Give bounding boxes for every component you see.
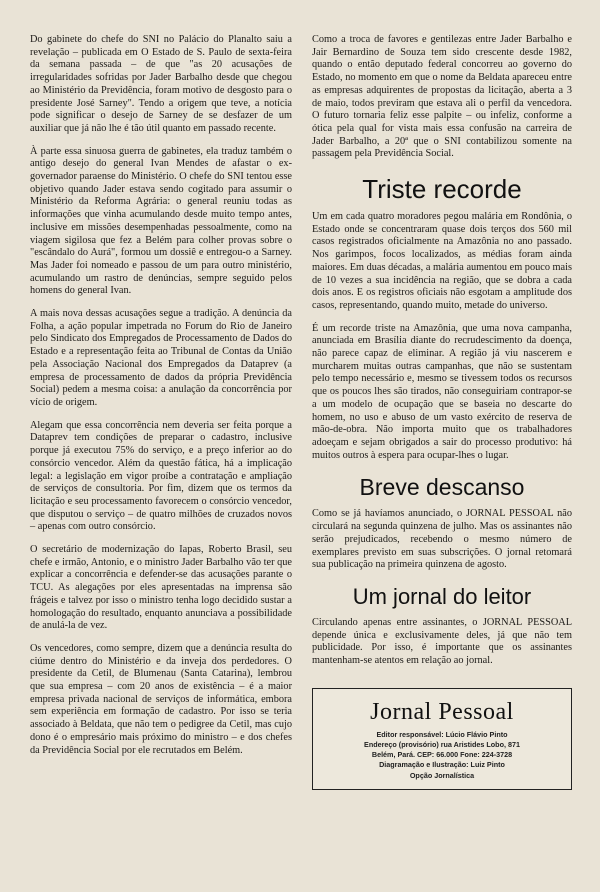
- masthead-box: [312, 688, 572, 790]
- masthead-title: Jornal Pessoal: [370, 698, 514, 725]
- section-heading-triste-recorde: Triste recorde: [362, 174, 522, 205]
- masthead-address: Endereço (provisório) rua Aristides Lobo, 871: [364, 739, 520, 749]
- article-paragraph: A mais nova dessas acusações segue a tradição. A denúncia da Folha, a ação popular impetrada no Forum do Rio de Janeiro pelo Sindicato dos Empregados de Processamento de Dados do Estado e a representação feita ao Tribunal de Contas da União pela Associação Nacional dos Empregados da Dataprev (a empresa de processamento de dados da própria Previdência Social) pedem a mesma coisa: a anulação da concorrência por vício de origem.: [30, 308, 292, 408]
- article-paragraph: À parte essa sinuosa guerra de gabinetes, ela traduz também o antigo desejo do general Ivan Mendes de afastar o ex-governador paraense do Ministério. O chefe do SNI tentou esse objetivo quando Jader estava sendo cogitado para assumir o Ministério da Reforma Agrária: o general reuniu todas as informações que vinha acumulando desde muito tempo antes, inclusive em missões desempenhadas pessoalmente, como na viagem sigilosa que fez a Belém para colher provas sobre o "escândalo do Aurá", formou um dossiê e entregou-o a Sarney. Mas Jader foi nomeado e passou de um para outro ministério, acumulando um rastro de denúncias, sempre seguido pelos homens do general Ivan.: [30, 145, 292, 297]
- article-paragraph: Circulando apenas entre assinantes, o JORNAL PESSOAL depende única e exclusivamente deles, já que não tem publicidade. Por isso, é importante que os assinantes mantenham-se atentos em relação ao jornal.: [312, 616, 572, 667]
- section-heading-breve-descanso: Breve descanso: [359, 474, 525, 501]
- section-heading-jornal-do-leitor: Um jornal do leitor: [352, 583, 532, 609]
- article-paragraph: Como se já havíamos anunciado, o JORNAL PESSOAL não circulará na segunda quinzena de julho. Mas os assinantes não serão prejudicados, recebendo o mesmo número de exemplares previsto em suas subscrições. O jornal retomará sua publicação na primeira quinzena de agosto.: [312, 508, 572, 571]
- article-paragraph: Um em cada quatro moradores pegou malária em Rondônia, o Estado onde se concentraram quase dois terços dos 560 mil casos registrados oficialmente na Amazônia no ano passado. Nos garimpos, focos localizados, as médias foram ainda maiores. Em duas décadas, a malária aumentou em pouco mais de 10 vezes a sua incidência na região, que se dobra a cada dois anos. E os registros oficiais não esgotam a amplitude dos casos, representando, quando muito, metade do universo.: [312, 211, 572, 311]
- article-paragraph: Os vencedores, como sempre, dizem que a denúncia resulta do ciúme dentro do Ministério e da inveja dos perdedores. O presidente da Cetil, de Blumenau (Santa Catarina), lembrou que sua empresa – com 20 anos de existência – é a maior empresa privada nacional de serviços de informática, embora sem experiência em formação de cadastro. Por isso se teria associado à Beldata, que não tem o pedigree da Cetil, mas cujo dono é o empresário mais próximo do ministro – e dos chefes da Previdência Social por ele recrutados em Belém.: [30, 642, 292, 756]
- article-paragraph: Do gabinete do chefe do SNI no Palácio do Planalto saiu a revelação – publicada em O Estado de S. Paulo de sexta-feira da semana passada – de que "as 20 acusações de irregularidades sofridas por Jader Barbalho desde que chegou ao Ministério da Previdência, foram motivo de desgosto para o presidente José Sarney". Tendo a origem que teve, a notícia pode significar o desejo de Sarney de se desfazer de um auxiliar que já não lhe é tão útil quanto em passado recente.: [30, 34, 292, 134]
- article-paragraph: Como a troca de favores e gentilezas entre Jader Barbalho e Jair Bernardino de Souza tem sido crescente desde 1982, quando o então deputado federal concorreu ao governo do Estado, no momento em que o nome da Beldata apareceu entre as empresas adquirentes de propostas da licitação, aberta a 3 de maio, todos previram que estava ali o perfil da vencedora. O futuro tornaria feliz esse palpite – ou infeliz, conforme a ótica pela qual for vista mais essa confusão na carreira de Jader Barbalho, a 20ª que o SNI contabilizou somente na passagem pela Previdência Social.: [312, 34, 572, 160]
- article-paragraph: Alegam que essa concorrência nem deveria ser feita porque a Dataprev tem condições de preparar o cadastro, inclusive porque já executou 75% do serviço, e a preço inferior ao do consórcio vencedor. Além da questão fática, há a implicação legal: a legislação em vigor proíbe a contratação e ampliação de serviços de consultoria. Por fim, dizem que os termos da licitação e seu processamento favorecem o consórcio vencedor, que disputou o serviço – de quatro milhões de cruzados novos – apenas com outro consórcio.: [30, 419, 292, 533]
- right-column: [312, 34, 572, 892]
- article-paragraph: O secretário de modernização do Iapas, Roberto Brasil, seu chefe e irmão, Antonio, e o ministro Jader Barbalho vão ter que explicar a concorrência e defender-se das acusações parante o TCU. As alegações por eles apresentadas na imprensa são frágeis e talvez por isso o ministro tenha logo decidido sustar a homologação do resultado, enquanto anunciava a possibilidade de anulá-la de vez.: [30, 544, 292, 632]
- left-column: [30, 34, 292, 892]
- masthead-editor: Editor responsável: Lúcio Flávio Pinto: [376, 729, 508, 739]
- masthead-city-line: Belém, Pará. CEP: 66.000 Fone: 224-3728: [371, 750, 513, 760]
- masthead-design-credit: Diagramação e Ilustração: Luiz Pinto: [379, 760, 505, 770]
- masthead-opcao: Opção Jornalística: [409, 770, 475, 780]
- article-paragraph: É um recorde triste na Amazônia, que uma nova campanha, anunciada em Brasília diante do recrudescimento da doença, não parece capaz de eliminar. A região já viu nascerem e murcharem muitas outras campanhas, que não se sustentam pelo tempo necessário e, mesmo se tivessem todos os recursos que os poucos lhes são tirados, não conseguiriam contrapor-se a um modelo de ocupação que se baseia no descarte do homem, no uso e abuso de um vasto exército de reserva de mão-de-obra. Não importa muito que os trabalhadores adoeçam e sejam obrigados a sair do processo produtivo: há muitos outros à espera para ocupar-lhes o lugar.: [312, 322, 572, 461]
